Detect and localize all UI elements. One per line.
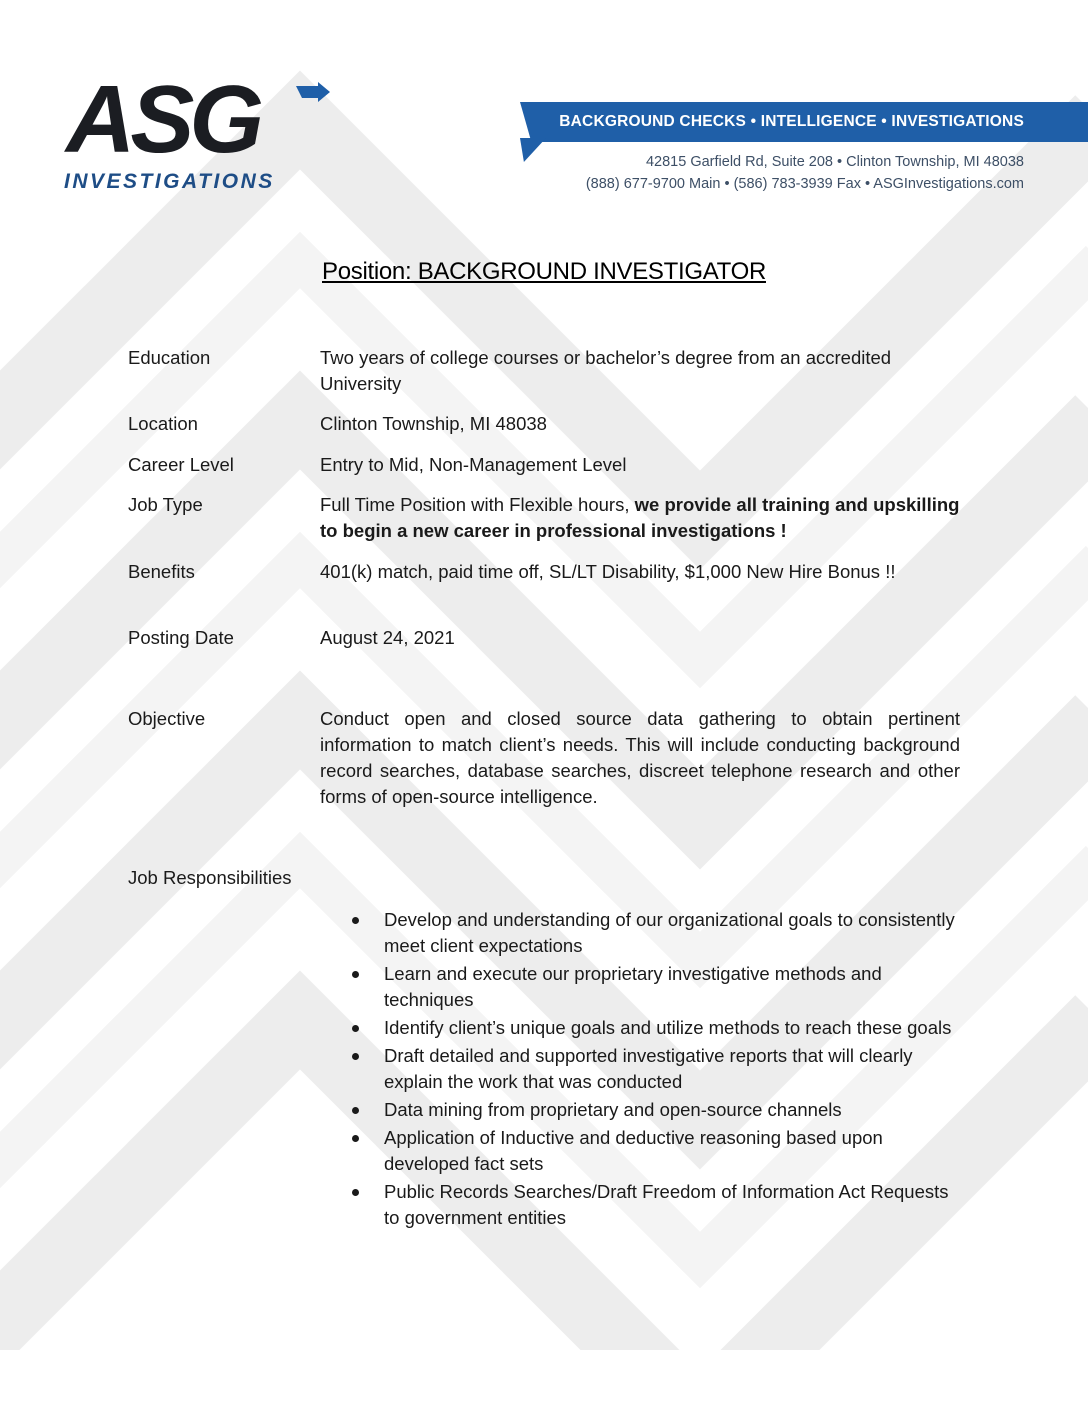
- list-item: Application of Inductive and deductive reasoning based upon developed fact sets: [348, 1125, 968, 1177]
- page-title: Position: BACKGROUND INVESTIGATOR: [322, 258, 766, 285]
- field-label: Career Level: [128, 454, 234, 475]
- responsibilities-list: [348, 907, 968, 1233]
- bullet-icon: [352, 1053, 359, 1060]
- logo-subtitle: INVESTIGATIONS: [64, 170, 275, 193]
- list-item: Identify client’s unique goals and utilize methods to reach these goals: [348, 1015, 968, 1041]
- field-value: Entry to Mid, Non-Management Level: [320, 454, 627, 475]
- banner-tagline: BACKGROUND CHECKS • INTELLIGENCE • INVESTIGATIONS: [559, 113, 1024, 130]
- bullet-icon: [352, 1107, 359, 1114]
- field-label: Posting Date: [128, 627, 234, 648]
- list-item: Develop and understanding of our organizational goals to consistently meet client expectations: [348, 907, 968, 959]
- bullet-icon: [352, 1189, 359, 1196]
- list-item: Draft detailed and supported investigative reports that will clearly explain the work that was conducted: [348, 1043, 968, 1095]
- job-type-highlight: we provide all training and upskilling to begin a new career in professional investigations !: [320, 494, 960, 541]
- responsibilities-heading: Job Responsibilities: [128, 867, 292, 888]
- bullet-icon: [352, 1135, 359, 1142]
- bullet-icon: [352, 1025, 359, 1032]
- list-item: Data mining from proprietary and open-source channels: [348, 1097, 968, 1123]
- field-label: Objective: [128, 708, 206, 729]
- company-address: 42815 Garfield Rd, Suite 208 • Clinton Township, MI 48038: [645, 154, 1024, 170]
- field-value: Two years of college courses or bachelor’s degree from an accredited University: [320, 347, 892, 394]
- list-item: Public Records Searches/Draft Freedom of Information Act Requests to government entities: [348, 1179, 968, 1231]
- field-value: Clinton Township, MI 48038: [320, 413, 547, 434]
- bullet-icon: [352, 917, 359, 924]
- field-label: Location: [128, 413, 198, 434]
- field-value: Conduct open and closed source data gathering to obtain pertinent information to match client’s needs. This will include conducting background record searches, database searches, discreet telephone research and other forms of open-source intelligence.: [320, 708, 960, 807]
- company-contact: (888) 677-9700 Main • (586) 783-3939 Fax • ASGInvestigations.com: [585, 176, 1024, 192]
- field-label: Education: [128, 347, 211, 368]
- field-value: August 24, 2021: [320, 627, 455, 648]
- logo-wordmark: ASG: [66, 66, 260, 173]
- header-banner-tail: [520, 138, 546, 162]
- field-value: 401(k) match, paid time off, SL/LT Disability, $1,000 New Hire Bonus !!: [320, 561, 896, 582]
- company-logo: [60, 66, 335, 198]
- job-type-plain: Full Time Position with Flexible hours,: [320, 494, 635, 515]
- bullet-icon: [352, 971, 359, 978]
- field-label: Job Type: [128, 494, 203, 515]
- field-value: [320, 492, 960, 544]
- list-item: Learn and execute our proprietary investigative methods and techniques: [348, 961, 968, 1013]
- logo-arrow-icon: [296, 82, 330, 102]
- field-label: Benefits: [128, 561, 195, 582]
